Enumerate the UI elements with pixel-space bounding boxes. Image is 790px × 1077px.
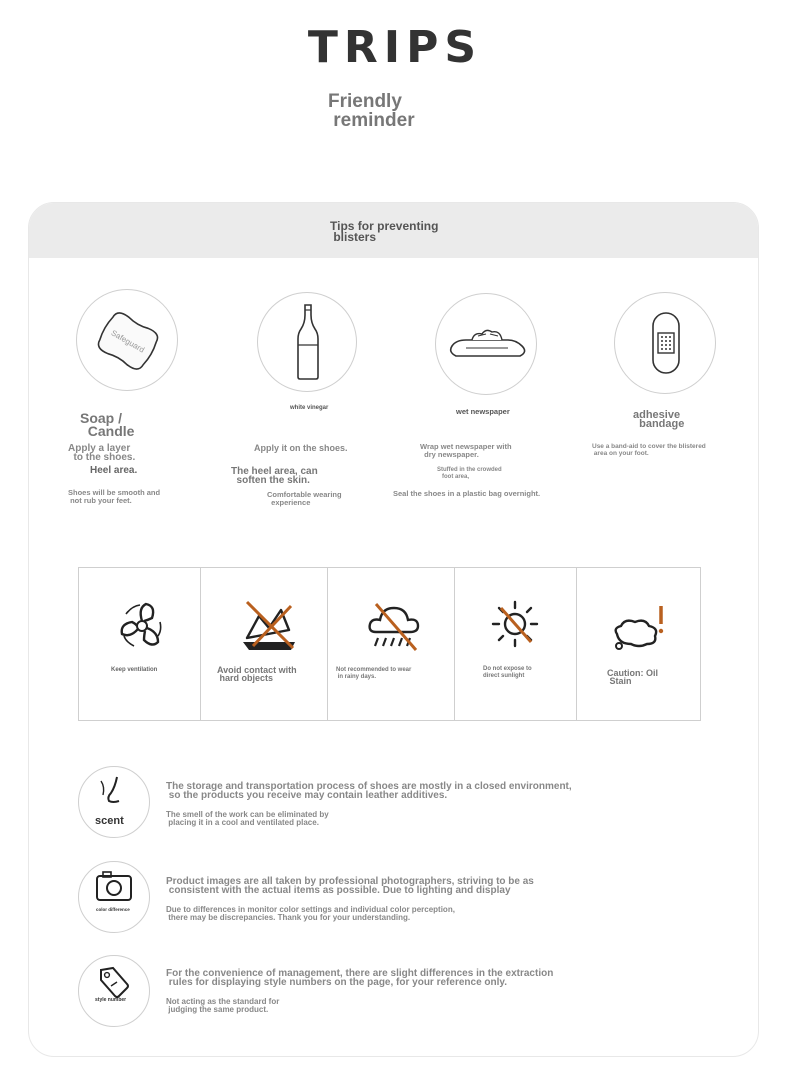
soap-circle bbox=[76, 289, 178, 391]
care-cell-oil bbox=[577, 568, 700, 720]
newspaper-icon bbox=[436, 294, 538, 396]
bandage-circle bbox=[614, 292, 716, 394]
newspaper-circle bbox=[435, 293, 537, 395]
note-color-main: Product images are all taken by professional photographers, striving to be as consistent with the actual items as possible. Due to lighting and display bbox=[166, 876, 534, 896]
tip-vinegar-step2: The heel area, can soften the skin. bbox=[231, 466, 318, 486]
care-cell-rain bbox=[328, 568, 455, 720]
tip-newspaper-result: Seal the shoes in a plastic bag overnight. bbox=[393, 489, 541, 498]
soap-brand-text: Safeguard bbox=[109, 328, 146, 355]
bandage-icon bbox=[615, 293, 717, 395]
page-subtitle: Friendly reminder bbox=[328, 91, 415, 131]
care-sunlight-label: Do not expose to direct sunlight bbox=[483, 666, 532, 679]
note-scent-main: The storage and transportation process of shoes are mostly in a closed environment, so the products you receive may contain leather additives. bbox=[166, 781, 572, 801]
tip-bandage-step1: Use a band-aid to cover the blistered area on your foot. bbox=[592, 443, 706, 457]
tip-vinegar-step1: Apply it on the shoes. bbox=[254, 443, 348, 453]
tips-heading: Tips for preventing blisters bbox=[330, 219, 439, 244]
tip-soap-label: Soap / Candle bbox=[80, 410, 135, 439]
bottle-icon bbox=[258, 293, 358, 393]
note-style-main: For the convenience of management, there are slight differences in the extraction rules for displaying style numbers on the page, for your reference only. bbox=[166, 968, 554, 988]
note-color-sub: Due to differences in monitor color settings and individual color perception, there may be discrepancies. Thank you for your understanding. bbox=[166, 905, 455, 922]
tip-bandage-label: adhesive bandage bbox=[633, 409, 685, 430]
nose-icon bbox=[79, 767, 151, 839]
tip-newspaper-step2: Stuffed in the crowded foot area, bbox=[437, 467, 502, 480]
page-title: TRIPS bbox=[307, 22, 483, 73]
tip-vinegar-label: white vinegar bbox=[290, 405, 329, 411]
tip-newspaper-step1: Wrap wet newspaper with dry newspaper. bbox=[420, 442, 512, 459]
no-rain-icon bbox=[364, 596, 424, 656]
no-hard-objects-icon bbox=[239, 596, 299, 656]
care-rain-label: Not recommended to wear in rainy days. bbox=[336, 667, 412, 680]
tag-icon bbox=[79, 956, 151, 1028]
tip-soap-step1: Apply a layer to the shoes. bbox=[68, 443, 136, 463]
care-cell-ventilation bbox=[79, 568, 201, 720]
care-cell-sunlight bbox=[455, 568, 577, 720]
fan-icon bbox=[112, 596, 172, 656]
care-ventilation-label: Keep ventilation bbox=[111, 667, 158, 673]
tip-vinegar-result: Comfortable wearing experience bbox=[267, 490, 342, 507]
no-sun-icon bbox=[485, 594, 545, 654]
note-color-circle bbox=[78, 861, 150, 933]
note-scent-icon-label: scent bbox=[95, 815, 124, 827]
care-instructions-grid bbox=[78, 567, 701, 721]
note-style-sub: Not acting as the standard for judging the same product. bbox=[166, 997, 280, 1014]
tip-soap-result: Shoes will be smooth and not rub your feet. bbox=[68, 488, 161, 505]
soap-icon bbox=[77, 290, 179, 392]
note-style-circle bbox=[78, 955, 150, 1027]
oil-stain-icon bbox=[609, 598, 669, 658]
tips-header-band bbox=[29, 203, 758, 258]
note-scent-circle bbox=[78, 766, 150, 838]
note-style-icon-label: style number bbox=[95, 997, 127, 1003]
vinegar-circle bbox=[257, 292, 357, 392]
care-cell-hard-objects bbox=[201, 568, 328, 720]
note-scent-sub: The smell of the work can be eliminated by placing it in a cool and ventilated place. bbox=[166, 810, 329, 827]
tip-soap-step2: Heel area. bbox=[90, 465, 138, 476]
note-color-icon-label: color difference bbox=[96, 907, 130, 912]
care-hard-objects-label: Avoid contact with hard objects bbox=[217, 665, 297, 683]
camera-icon bbox=[79, 862, 151, 934]
tip-newspaper-label: wet newspaper bbox=[456, 407, 510, 416]
care-oil-label: Caution: Oil Stain bbox=[607, 668, 658, 686]
